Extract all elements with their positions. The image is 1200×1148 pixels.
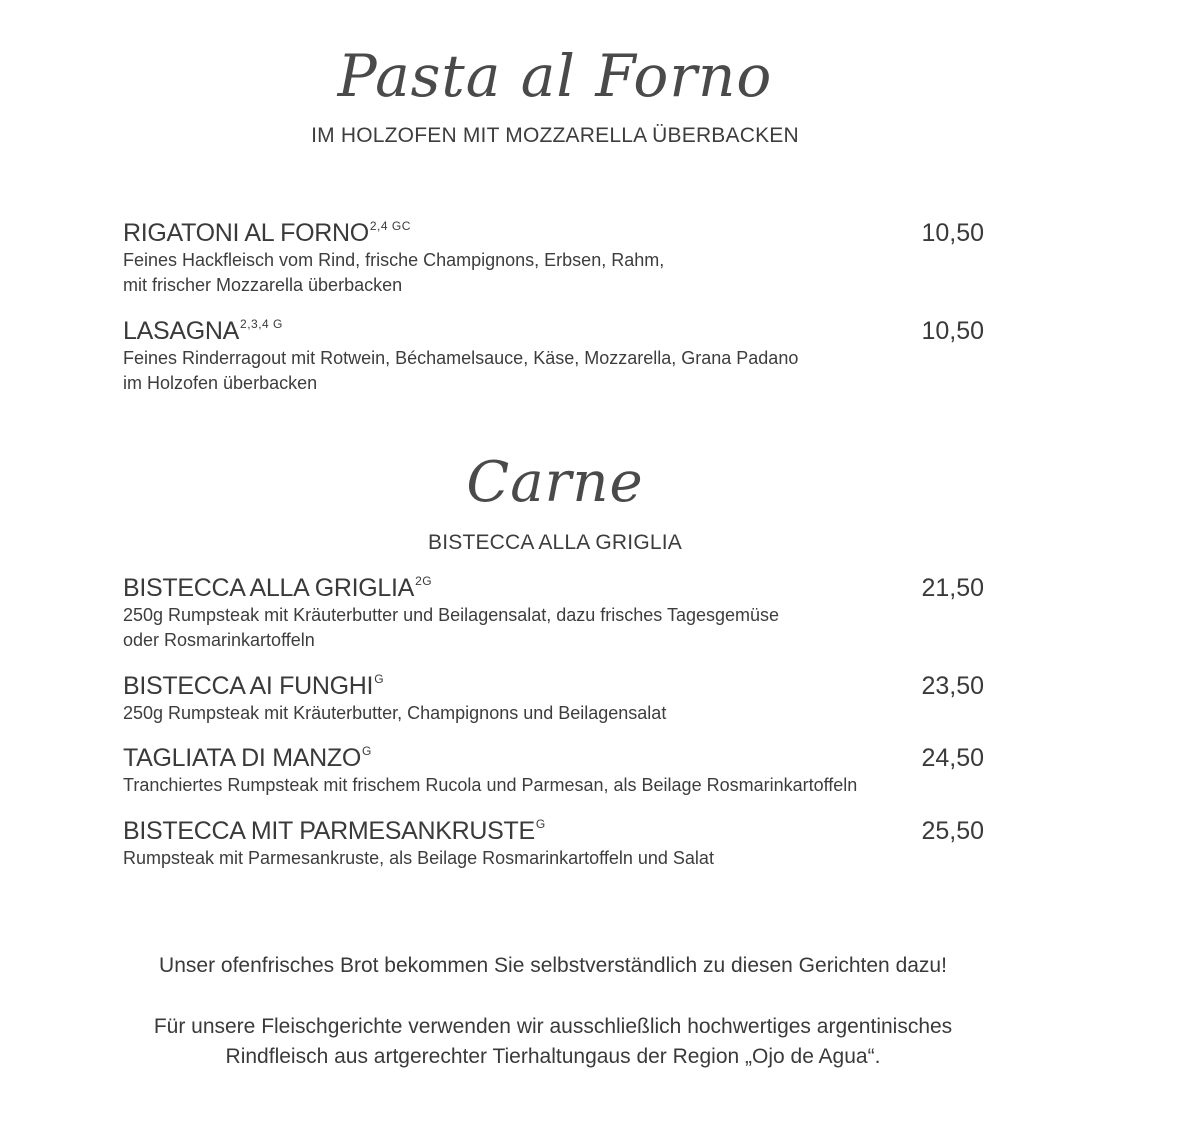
item-description: Feines Hackfleisch vom Rind, frische Champignons, Erbsen, Rahm, mit frischer Mozzarella überbacken (123, 250, 665, 295)
item-description: Feines Rinderragout mit Rotwein, Béchamelsauce, Käse, Mozzarella, Grana Padano im Holzofen überbacken (123, 348, 799, 393)
menu-item-lasagna (123, 317, 988, 396)
section-subtitle-carne: BISTECCA ALLA GRIGLIA (428, 531, 682, 554)
item-name: BISTECCA MIT PARMESANKRUSTE (123, 817, 535, 845)
bread-note: Unser ofenfrisches Brot bekommen Sie selbstverständlich zu diesen Gerichten dazu! (159, 954, 947, 977)
meat-origin-line-1: Für unsere Fleischgerichte verwenden wir ausschließlich hochwertiges argentinisches (153, 1015, 953, 1038)
item-price: 21,50 (921, 574, 984, 602)
section-title-carne: Carne (466, 450, 644, 515)
item-price: 10,50 (921, 219, 984, 247)
section-subtitle-pasta: IM HOLZOFEN MIT MOZZARELLA ÜBERBACKEN (311, 124, 799, 147)
section-title-pasta: Pasta al Forno (337, 42, 773, 110)
item-description: 250g Rumpsteak mit Kräuterbutter, Champignons und Beilagensalat (123, 703, 667, 723)
menu-item-bistecca-parmesankruste (123, 817, 988, 871)
meat-origin-line-2: Rindfleisch aus artgerechter Tierhaltungaus der Region „Ojo de Agua“. (225, 1045, 881, 1068)
item-description: 250g Rumpsteak mit Kräuterbutter und Beilagensalat, dazu frisches Tagesgemüse oder Rosmarinkartoffeln (123, 605, 780, 650)
meat-origin-note (0, 1012, 1106, 1072)
menu-item-tagliata-di-manzo (123, 744, 988, 798)
allergen-codes: 2G (415, 574, 433, 588)
allergen-codes: 2,3,4 G (240, 317, 283, 331)
item-price: 25,50 (921, 817, 984, 845)
item-price: 10,50 (921, 317, 984, 345)
item-name: LASAGNA (123, 317, 240, 345)
allergen-codes: G (361, 744, 372, 758)
allergen-codes: G (374, 672, 385, 686)
item-description: Rumpsteak mit Parmesankruste, als Beilage Rosmarinkartoffeln und Salat (123, 848, 714, 868)
allergen-codes: 2,4 GC (369, 219, 411, 233)
allergen-codes: G (535, 817, 546, 831)
item-name: RIGATONI AL FORNO (123, 219, 369, 247)
item-price: 24,50 (921, 744, 984, 772)
menu-item-bistecca-alla-griglia (123, 574, 988, 653)
item-name: BISTECCA ALLA GRIGLIA (123, 574, 415, 602)
menu-item-bistecca-ai-funghi (123, 672, 988, 726)
menu-item-rigatoni (123, 219, 988, 298)
item-name: TAGLIATA DI MANZO (123, 744, 361, 772)
item-description: Tranchiertes Rumpsteak mit frischem Rucola und Parmesan, als Beilage Rosmarinkartoffeln (123, 775, 858, 795)
item-price: 23,50 (921, 672, 984, 700)
item-name: BISTECCA AI FUNGHI (123, 672, 374, 700)
